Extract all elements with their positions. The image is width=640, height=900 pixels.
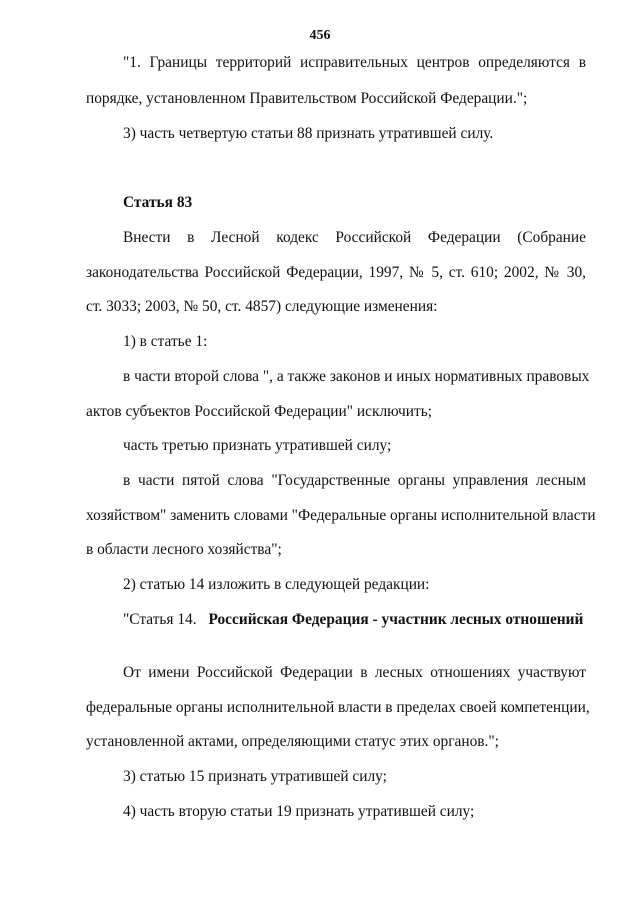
paragraph-line: 3) статью 15 признать утратившей силу; xyxy=(123,768,387,785)
article-14-heading xyxy=(123,611,583,629)
paragraph-line: Внести в Лесной кодекс Российской Федерации (Собрание xyxy=(123,229,586,246)
article-heading: Статья 83 xyxy=(123,194,193,211)
page-number: 456 xyxy=(309,28,331,43)
paragraph-line: ст. 3033; 2003, № 50, ст. 4857) следующие изменения: xyxy=(86,298,438,315)
paragraph-line: 3) часть четвертую статьи 88 признать утратившей силу. xyxy=(123,125,494,142)
paragraph-line: федеральные органы исполнительной власти в пределах своей компетенции, xyxy=(86,699,590,716)
paragraph-line: От имени Российской Федерации в лесных отношениях участвуют xyxy=(123,664,586,681)
paragraph-line: порядке, установленном Правительством Российской Федерации."; xyxy=(86,90,528,107)
paragraph-line: в части второй слова ", а также законов и иных нормативных правовых xyxy=(123,368,590,385)
article-14-prefix: "Статья 14. xyxy=(123,611,197,628)
paragraph-line: хозяйством" заменить словами "Федеральные органы исполнительной власти xyxy=(86,507,596,524)
paragraph-line: 2) статью 14 изложить в следующей редакции: xyxy=(123,576,430,593)
paragraph-line: в области лесного хозяйства"; xyxy=(86,541,282,558)
paragraph-line: законодательства Российской Федерации, 1997, № 5, ст. 610; 2002, № 30, xyxy=(86,264,586,281)
paragraph-line: в части пятой слова "Государственные органы управления лесным xyxy=(123,472,586,489)
paragraph-line: часть третью признать утратившей силу; xyxy=(123,437,392,454)
paragraph-line: установленной актами, определяющими статус этих органов."; xyxy=(86,733,499,750)
paragraph-line: 1) в статье 1: xyxy=(123,333,208,350)
article-14-title: Российская Федерация - участник лесных отношений xyxy=(208,611,584,628)
paragraph-line: 4) часть вторую статьи 19 признать утратившей силу; xyxy=(123,803,475,820)
paragraph-line: актов субъектов Российской Федерации" исключить; xyxy=(86,403,433,420)
paragraph-line: "1. Границы территорий исправительных центров определяются в xyxy=(123,54,586,71)
